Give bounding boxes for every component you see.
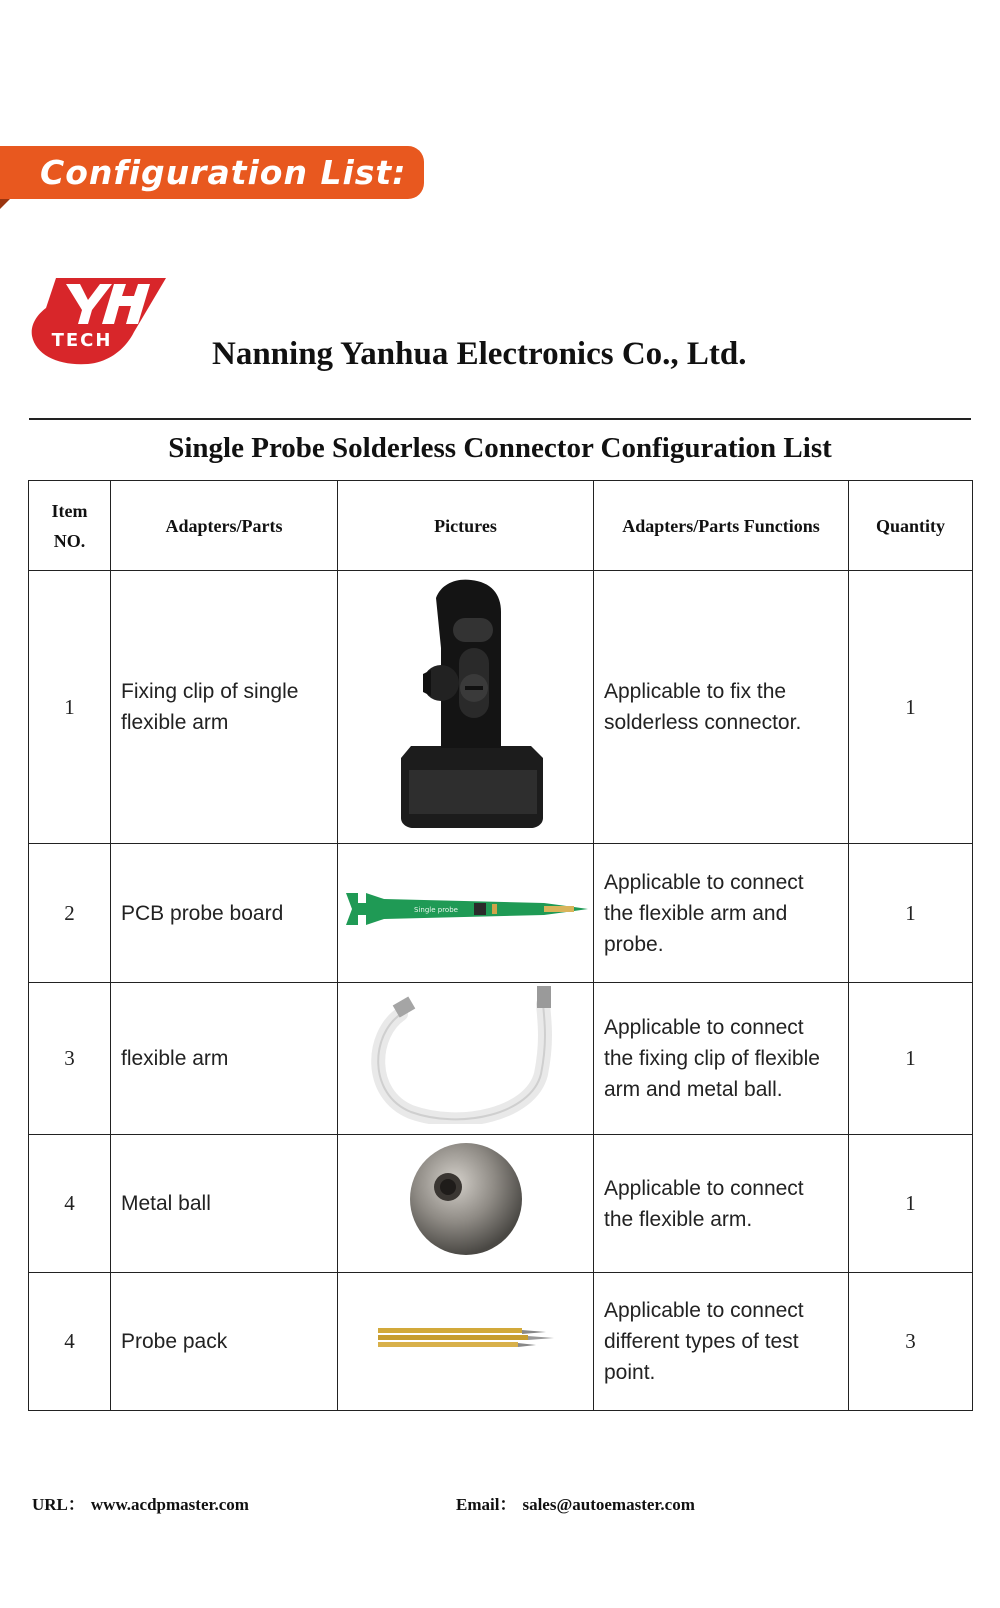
table-row xyxy=(29,1135,973,1273)
logo-text: TECH xyxy=(51,330,113,351)
metal-ball-image xyxy=(406,1139,526,1259)
header-item-no: Item NO. xyxy=(29,481,111,571)
part-function: Applicable to connect different types of test point. xyxy=(594,1273,849,1411)
table-header-row xyxy=(29,481,973,571)
part-name: Metal ball xyxy=(111,1135,338,1273)
header-functions: Adapters/Parts Functions xyxy=(594,481,849,571)
table-row xyxy=(29,1273,973,1411)
divider xyxy=(29,418,971,420)
table-row xyxy=(29,571,973,844)
svg-text:Single probe: Single probe xyxy=(413,905,458,914)
table-row xyxy=(29,983,973,1135)
item-no: 4 xyxy=(29,1273,111,1411)
part-function: Applicable to connect the fixing clip of flexible arm and metal ball. xyxy=(594,983,849,1135)
picture-cell xyxy=(338,571,594,844)
part-function: Applicable to connect the flexible arm and probe. xyxy=(594,844,849,983)
pcb-probe-board-image xyxy=(344,889,588,929)
header-pictures: Pictures xyxy=(338,481,594,571)
section-title: Configuration List: xyxy=(40,153,407,192)
quantity: 1 xyxy=(849,983,973,1135)
table-row xyxy=(29,844,973,983)
item-no: 2 xyxy=(29,844,111,983)
document-title: Single Probe Solderless Connector Configuration List xyxy=(168,432,832,464)
item-no: 3 xyxy=(29,983,111,1135)
part-name: PCB probe board xyxy=(111,844,338,983)
quantity: 1 xyxy=(849,1135,973,1273)
url-link[interactable]: www.acdpmaster.com xyxy=(90,1495,249,1514)
flexible-arm-image xyxy=(361,984,571,1124)
part-function: Applicable to fix the solderless connector. xyxy=(594,571,849,844)
header-quantity: Quantity xyxy=(849,481,973,571)
configuration-table xyxy=(28,480,973,1411)
picture-cell xyxy=(338,1135,594,1273)
company-name: Nanning Yanhua Electronics Co., Ltd. xyxy=(212,336,747,372)
email-link[interactable]: sales@autoemaster.com xyxy=(522,1495,695,1514)
quantity: 3 xyxy=(849,1273,973,1411)
picture-cell xyxy=(338,983,594,1135)
banner-fold xyxy=(0,199,10,209)
picture-cell xyxy=(338,1273,594,1411)
footer-email xyxy=(456,1490,695,1515)
item-no: 1 xyxy=(29,571,111,844)
item-no: 4 xyxy=(29,1135,111,1273)
yh-tech-logo xyxy=(30,274,166,368)
probe-pack-image xyxy=(376,1322,556,1352)
footer-url xyxy=(32,1490,249,1515)
part-function: Applicable to connect the flexible arm. xyxy=(594,1135,849,1273)
part-name: Probe pack xyxy=(111,1273,338,1411)
email-label: Email： xyxy=(456,1495,517,1514)
header-parts: Adapters/Parts xyxy=(111,481,338,571)
fixing-clip-image xyxy=(361,578,571,828)
quantity: 1 xyxy=(849,571,973,844)
picture-cell xyxy=(338,844,594,983)
quantity: 1 xyxy=(849,844,973,983)
part-name: flexible arm xyxy=(111,983,338,1135)
part-name: Fixing clip of single flexible arm xyxy=(111,571,338,844)
url-label: URL： xyxy=(32,1495,85,1514)
